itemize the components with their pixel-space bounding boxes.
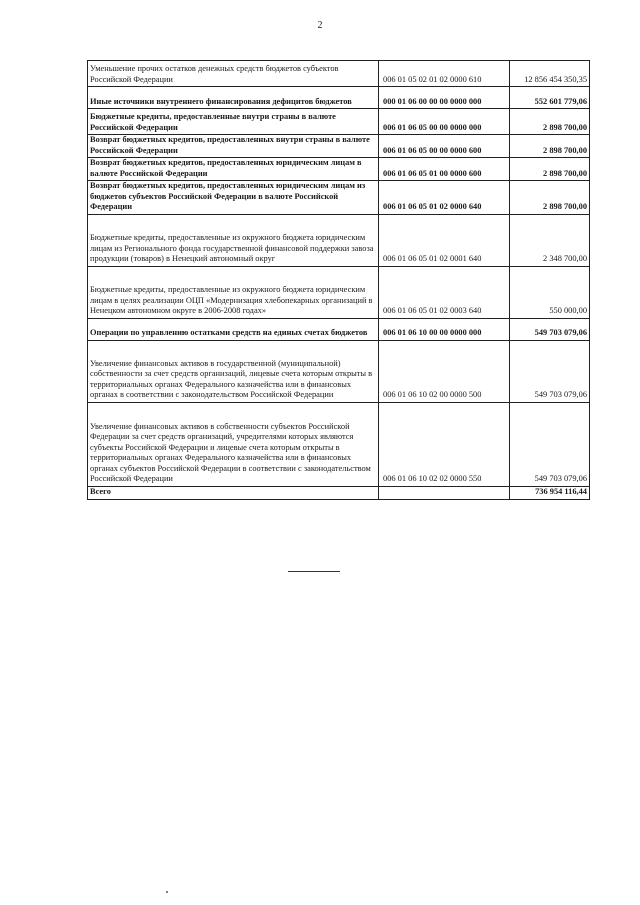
- table-row: [88, 87, 590, 109]
- budget-sources-table: [87, 60, 590, 500]
- row-name-cell: Бюджетные кредиты, предоставленные внутри страны в валюте Российской Федерации: [88, 109, 379, 135]
- table-row: [88, 61, 590, 87]
- row-name-cell: Увеличение финансовых активов в собственности субъектов Российской Федерации за счет средств организаций, учредителями которых являются субъекты Российской Федерации и лицевые счета которым открыты в территориальных органах Федерального казначейства или в финансовых органах субъектов Российской Федерации в соответствии с законодательством Российской Федерации: [88, 402, 379, 486]
- row-code-cell: 006 01 06 10 00 00 0000 000: [379, 318, 510, 340]
- row-amount-cell: 552 601 779,06: [510, 87, 590, 109]
- row-code-cell: 006 01 06 05 00 00 0000 600: [379, 135, 510, 158]
- row-code-cell: 006 01 06 10 02 00 0000 500: [379, 340, 510, 402]
- table-row: [88, 486, 590, 499]
- row-code-cell: 006 01 06 05 01 02 0001 640: [379, 214, 510, 266]
- row-amount-cell: 2 898 700,00: [510, 158, 590, 181]
- table-row: [88, 109, 590, 135]
- table-row: [88, 135, 590, 158]
- row-name-cell: Уменьшение прочих остатков денежных средств бюджетов субъектов Российской Федерации: [88, 61, 379, 87]
- table-row: [88, 158, 590, 181]
- row-amount-cell: 550 000,00: [510, 266, 590, 318]
- row-amount-cell: 549 703 079,06: [510, 340, 590, 402]
- row-amount-cell: 549 703 079,06: [510, 318, 590, 340]
- table-row: [88, 318, 590, 340]
- row-code-cell: 006 01 06 05 01 02 0000 640: [379, 181, 510, 215]
- row-amount-cell: 2 898 700,00: [510, 135, 590, 158]
- row-name-cell: Иные источники внутреннего финансирования дефицитов бюджетов: [88, 87, 379, 109]
- scan-speck: [166, 891, 168, 893]
- row-amount-cell: 736 954 116,44: [510, 486, 590, 499]
- table-row: [88, 214, 590, 266]
- row-name-cell: Возврат бюджетных кредитов, предоставленных внутри страны в валюте Российской Федерации: [88, 135, 379, 158]
- row-amount-cell: 2 348 700,00: [510, 214, 590, 266]
- row-amount-cell: 2 898 700,00: [510, 181, 590, 215]
- page-number: 2: [317, 20, 323, 31]
- row-name-cell: Возврат бюджетных кредитов, предоставленных юридическим лицам в валюте Российской Федерации: [88, 158, 379, 181]
- end-of-document-rule: [288, 571, 340, 572]
- row-code-cell: 006 01 06 05 01 02 0003 640: [379, 266, 510, 318]
- row-code-cell: 006 01 06 10 02 02 0000 550: [379, 402, 510, 486]
- row-code-cell: 006 01 06 05 01 00 0000 600: [379, 158, 510, 181]
- table-body: [88, 61, 590, 500]
- row-name-cell: Увеличение финансовых активов в государственной (муниципальной) собственности за счет средств организаций, лицевые счета которым открыты в территориальных органах Федерального казначейства или в финансовых органах в соответствии с законодательством Российской Федерации: [88, 340, 379, 402]
- row-name-cell: Операции по управлению остатками средств на единых счетах бюджетов: [88, 318, 379, 340]
- row-amount-cell: 549 703 079,06: [510, 402, 590, 486]
- table-row: [88, 402, 590, 486]
- row-amount-cell: 2 898 700,00: [510, 109, 590, 135]
- row-name-cell: Возврат бюджетных кредитов, предоставленных юридическим лицам из бюджетов субъектов Российской Федерации в валюте Российской Федерации: [88, 181, 379, 215]
- table-row: [88, 266, 590, 318]
- row-code-cell: 006 01 06 05 00 00 0000 000: [379, 109, 510, 135]
- table-row: [88, 181, 590, 215]
- row-code-cell: [379, 486, 510, 499]
- row-code-cell: 000 01 06 00 00 00 0000 000: [379, 87, 510, 109]
- row-name-cell: Всего: [88, 486, 379, 499]
- row-name-cell: Бюджетные кредиты, предоставленные из окружного бюджета юридическим лицам из Регионального фонда государственной финансовой поддержки завоза продукции (товаров) в Ненецкий автономный округ: [88, 214, 379, 266]
- row-name-cell: Бюджетные кредиты, предоставленные из окружного бюджета юридическим лицам в целях реализации ОЦП «Модернизация хлебопекарных организаций в Ненецком автономном округе в 2006-2008 годах»: [88, 266, 379, 318]
- table-row: [88, 340, 590, 402]
- row-amount-cell: 12 856 454 350,35: [510, 61, 590, 87]
- row-code-cell: 006 01 05 02 01 02 0000 610: [379, 61, 510, 87]
